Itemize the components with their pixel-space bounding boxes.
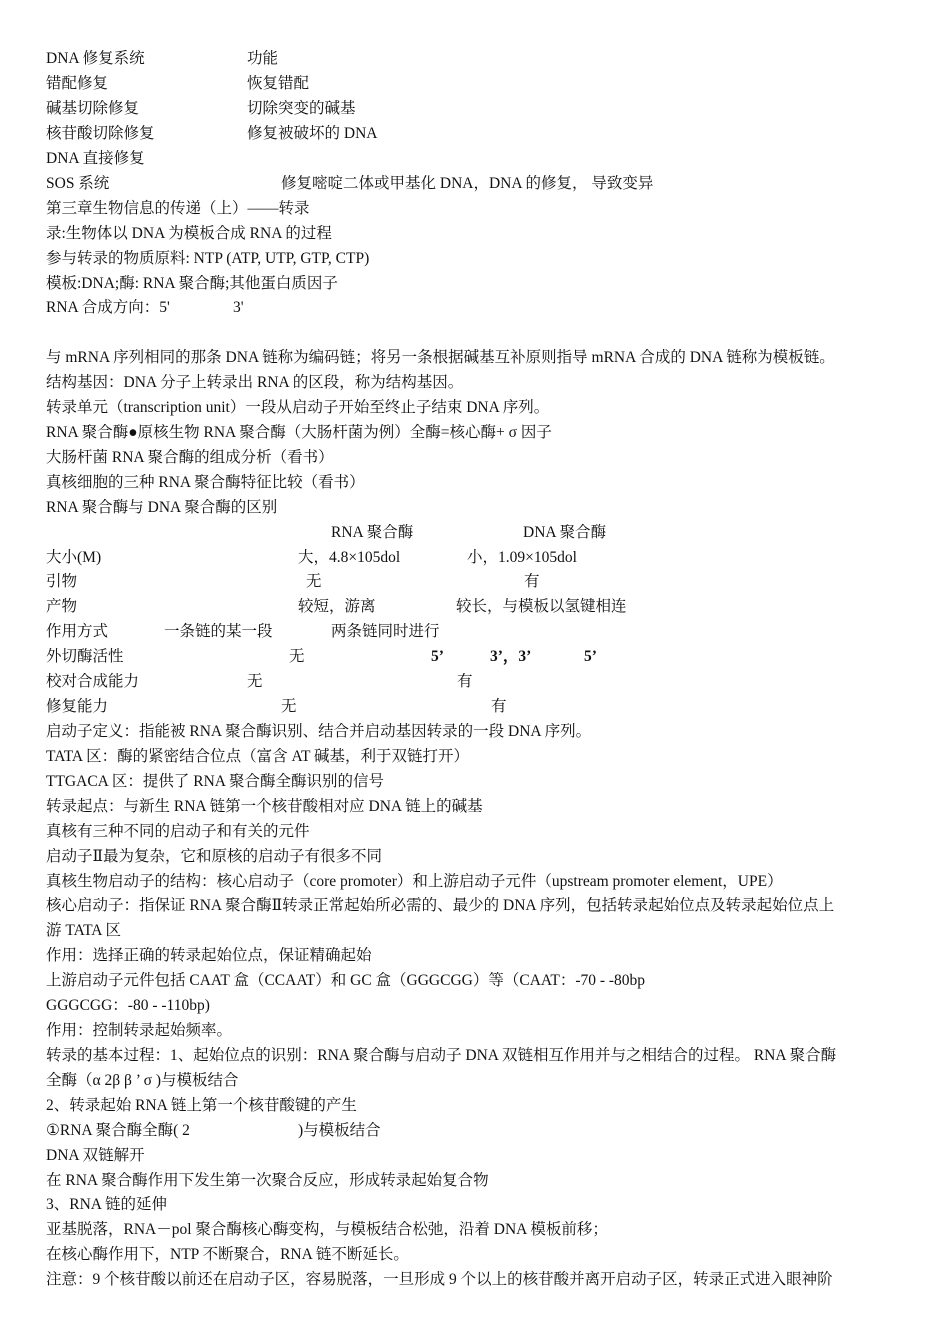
col-system: 核苷酸切除修复 xyxy=(46,125,155,142)
col-dna-polymerase: DNA 聚合酶 xyxy=(523,524,607,541)
line-dna-unwinding: DNA 双链解开 xyxy=(46,1147,145,1164)
line-promoter-structure: 真核生物启动子的结构：核心启动子（core promoter）和上游启动子元件（upstream promoter element，UPE） xyxy=(46,873,783,890)
line-sos-system xyxy=(46,173,654,195)
dna-value: 有 xyxy=(491,698,507,715)
line-polymerase-difference: RNA 聚合酶与 DNA 聚合酶的区别 xyxy=(46,499,278,516)
line-start-site: 转录起点：与新生 RNA 链第一个核苷酸相对应 DNA 链上的碱基 xyxy=(46,798,483,815)
dna-value: 有 xyxy=(524,573,540,590)
line-note: 注意：9 个核苷酸以前还在启动子区，容易脱落，一旦形成 9 个以上的核苷酸并离开启动子区，转录正式进入眼神阶 xyxy=(46,1271,833,1288)
dna-value: 两条链同时进行 xyxy=(331,623,440,640)
compare-row-repair xyxy=(46,696,507,718)
row-label: 引物 xyxy=(46,573,78,590)
row-label: 校对合成能力 xyxy=(46,673,140,690)
dna-value: 较长，与模板以氢键相连 xyxy=(456,598,627,615)
rna-value: 大，4.8×105dol xyxy=(298,549,401,566)
line-tata-region: TATA 区：酶的紧密结合位点（富含 AT 碱基，利于双链打开） xyxy=(46,748,470,765)
line-nucleotide-excision xyxy=(46,123,378,145)
row-label: 大小(M) xyxy=(46,549,102,566)
line-ttgaca-region: TTGACA 区：提供了 RNA 聚合酶全酶识别的信号 xyxy=(46,773,384,790)
rna-value: 无 xyxy=(281,698,297,715)
line-direction xyxy=(46,297,244,319)
line-holoenzyme-binding: 全酶（α 2β β ’ σ )与模板结合 xyxy=(46,1072,239,1089)
line-initiation: 2、转录起始 RNA 链上第一个核苷酸键的产生 xyxy=(46,1097,357,1114)
line-core-function: 作用：选择正确的转录起始位点，保证精确起始 xyxy=(46,947,372,964)
col-system: 错配修复 xyxy=(46,75,109,92)
line-base-excision xyxy=(46,98,356,120)
rna-value: 较短，游离 xyxy=(298,598,376,615)
col-function: 切除突变的碱基 xyxy=(247,100,356,117)
line-elongation: 3、RNA 链的延伸 xyxy=(46,1196,167,1213)
direction-end: 3' xyxy=(233,299,244,316)
col-system: DNA 修复系统 xyxy=(46,50,145,67)
compare-row-size xyxy=(46,547,577,569)
line-transcription-def: 录:生物体以 DNA 为模板合成 RNA 的过程 xyxy=(46,225,332,242)
line-upstream-function: 作用：控制转录起始频率。 xyxy=(46,1022,233,1039)
line-ntp-polymerize: 在核心酶作用下，NTP 不断聚合，RNA 链不断延长。 xyxy=(46,1246,409,1263)
col-system: SOS 系统 xyxy=(46,175,110,192)
direction-start: RNA 合成方向：5' xyxy=(46,299,170,316)
row-label: 外切酶活性 xyxy=(46,648,124,665)
compare-row-exonuclease xyxy=(46,646,597,668)
line-first-polymerization: 在 RNA 聚合酶作用下发生第一次聚合反应，形成转录起始复合物 xyxy=(46,1172,489,1189)
dna-value-b: 3’，3’ xyxy=(490,648,532,665)
line-gc-box: GGGCGG：-80 - -110bp) xyxy=(46,997,210,1014)
col-function: 功能 xyxy=(247,50,279,67)
compare-row-product xyxy=(46,596,627,618)
holoenzyme-end: )与模板结合 xyxy=(298,1122,381,1139)
compare-row-proofreading xyxy=(46,671,473,693)
line-transcription-unit: 转录单元（transcription unit）一段从启动子开始至终止子结束 DNA 序列。 xyxy=(46,399,550,416)
row-label: 修复能力 xyxy=(46,698,109,715)
line-direct-repair xyxy=(46,148,145,170)
rna-value: 一条链的某一段 xyxy=(164,623,273,640)
line-repair-header xyxy=(46,48,279,70)
col-system: DNA 直接修复 xyxy=(46,150,145,167)
row-label: 产物 xyxy=(46,598,78,615)
line-rna-polymerase: RNA 聚合酶●原核生物 RNA 聚合酶（大肠杆菌为例）全酶=核心酶+ σ 因子 xyxy=(46,424,552,441)
col-function: 恢复错配 xyxy=(247,75,310,92)
compare-row-primer xyxy=(46,571,540,593)
col-system: 碱基切除修复 xyxy=(46,100,140,117)
line-holoenzyme xyxy=(46,1120,381,1142)
row-label: 作用方式 xyxy=(46,623,109,640)
line-coding-strand: 与 mRNA 序列相同的那条 DNA 链称为编码链；将另一条根据碱基互补原则指导 mRNA 合成的 DNA 链称为模板链。 xyxy=(46,349,835,366)
line-structural-gene: 结构基因：DNA 分子上转录出 RNA 的区段，称为结构基因。 xyxy=(46,374,464,391)
line-upstream-elements: 上游启动子元件包括 CAAT 盒（CCAAT）和 GC 盒（GGGCGG）等（CAAT：-70 - -80bp xyxy=(46,972,646,989)
col-function: 修复被破坏的 DNA xyxy=(247,125,378,142)
dna-value-a: 5’ xyxy=(431,648,444,665)
line-eukaryotic-polymerase: 真核细胞的三种 RNA 聚合酶特征比较（看书） xyxy=(46,474,365,491)
line-core-promoter: 核心启动子：指保证 RNA 聚合酶Ⅱ转录正常起始所必需的、最少的 DNA 序列，包括转录起始位点及转录起始位点上 xyxy=(46,897,835,914)
holoenzyme-start: ①RNA 聚合酶全酶( 2 xyxy=(46,1122,190,1139)
dna-value-c: 5’ xyxy=(584,648,597,665)
line-promoter-ii: 启动子Ⅱ最为复杂，它和原核的启动子有很多不同 xyxy=(46,848,383,865)
col-function: 修复嘧啶二体或甲基化 DNA，DNA 的修复， 导致变异 xyxy=(281,175,654,192)
dna-value: 有 xyxy=(457,673,473,690)
line-core-promoter-cont: 游 TATA 区 xyxy=(46,922,122,939)
compare-row-mode xyxy=(46,621,440,643)
rna-value: 无 xyxy=(306,573,322,590)
line-mismatch-repair xyxy=(46,73,310,95)
line-basic-process: 转录的基本过程：1、起始位点的识别：RNA 聚合酶与启动子 DNA 双链相互作用并与之相结合的过程。 RNA 聚合酶 xyxy=(46,1047,837,1064)
line-ecoli-polymerase: 大肠杆菌 RNA 聚合酶的组成分析（看书） xyxy=(46,449,334,466)
line-template-enzyme: 模板:DNA;酶: RNA 聚合酶;其他蛋白质因子 xyxy=(46,275,338,292)
dna-value: 小，1.09×105dol xyxy=(467,549,577,566)
line-materials: 参与转录的物质原料: NTP (ATP, UTP, GTP, CTP) xyxy=(46,250,370,267)
line-chapter-title: 第三章生物信息的传递（上）——转录 xyxy=(46,200,310,217)
line-subunit-release: 亚基脱落，RNA－pol 聚合酶核心酶变构，与模板结合松弛，沿着 DNA 模板前移； xyxy=(46,1221,608,1238)
col-rna-polymerase: RNA 聚合酶 xyxy=(331,524,414,541)
line-promoter-def: 启动子定义：指能被 RNA 聚合酶识别、结合并启动基因转录的一段 DNA 序列。 xyxy=(46,723,592,740)
rna-value: 无 xyxy=(289,648,305,665)
rna-value: 无 xyxy=(247,673,263,690)
line-eukaryotic-promoters: 真核有三种不同的启动子和有关的元件 xyxy=(46,823,310,840)
